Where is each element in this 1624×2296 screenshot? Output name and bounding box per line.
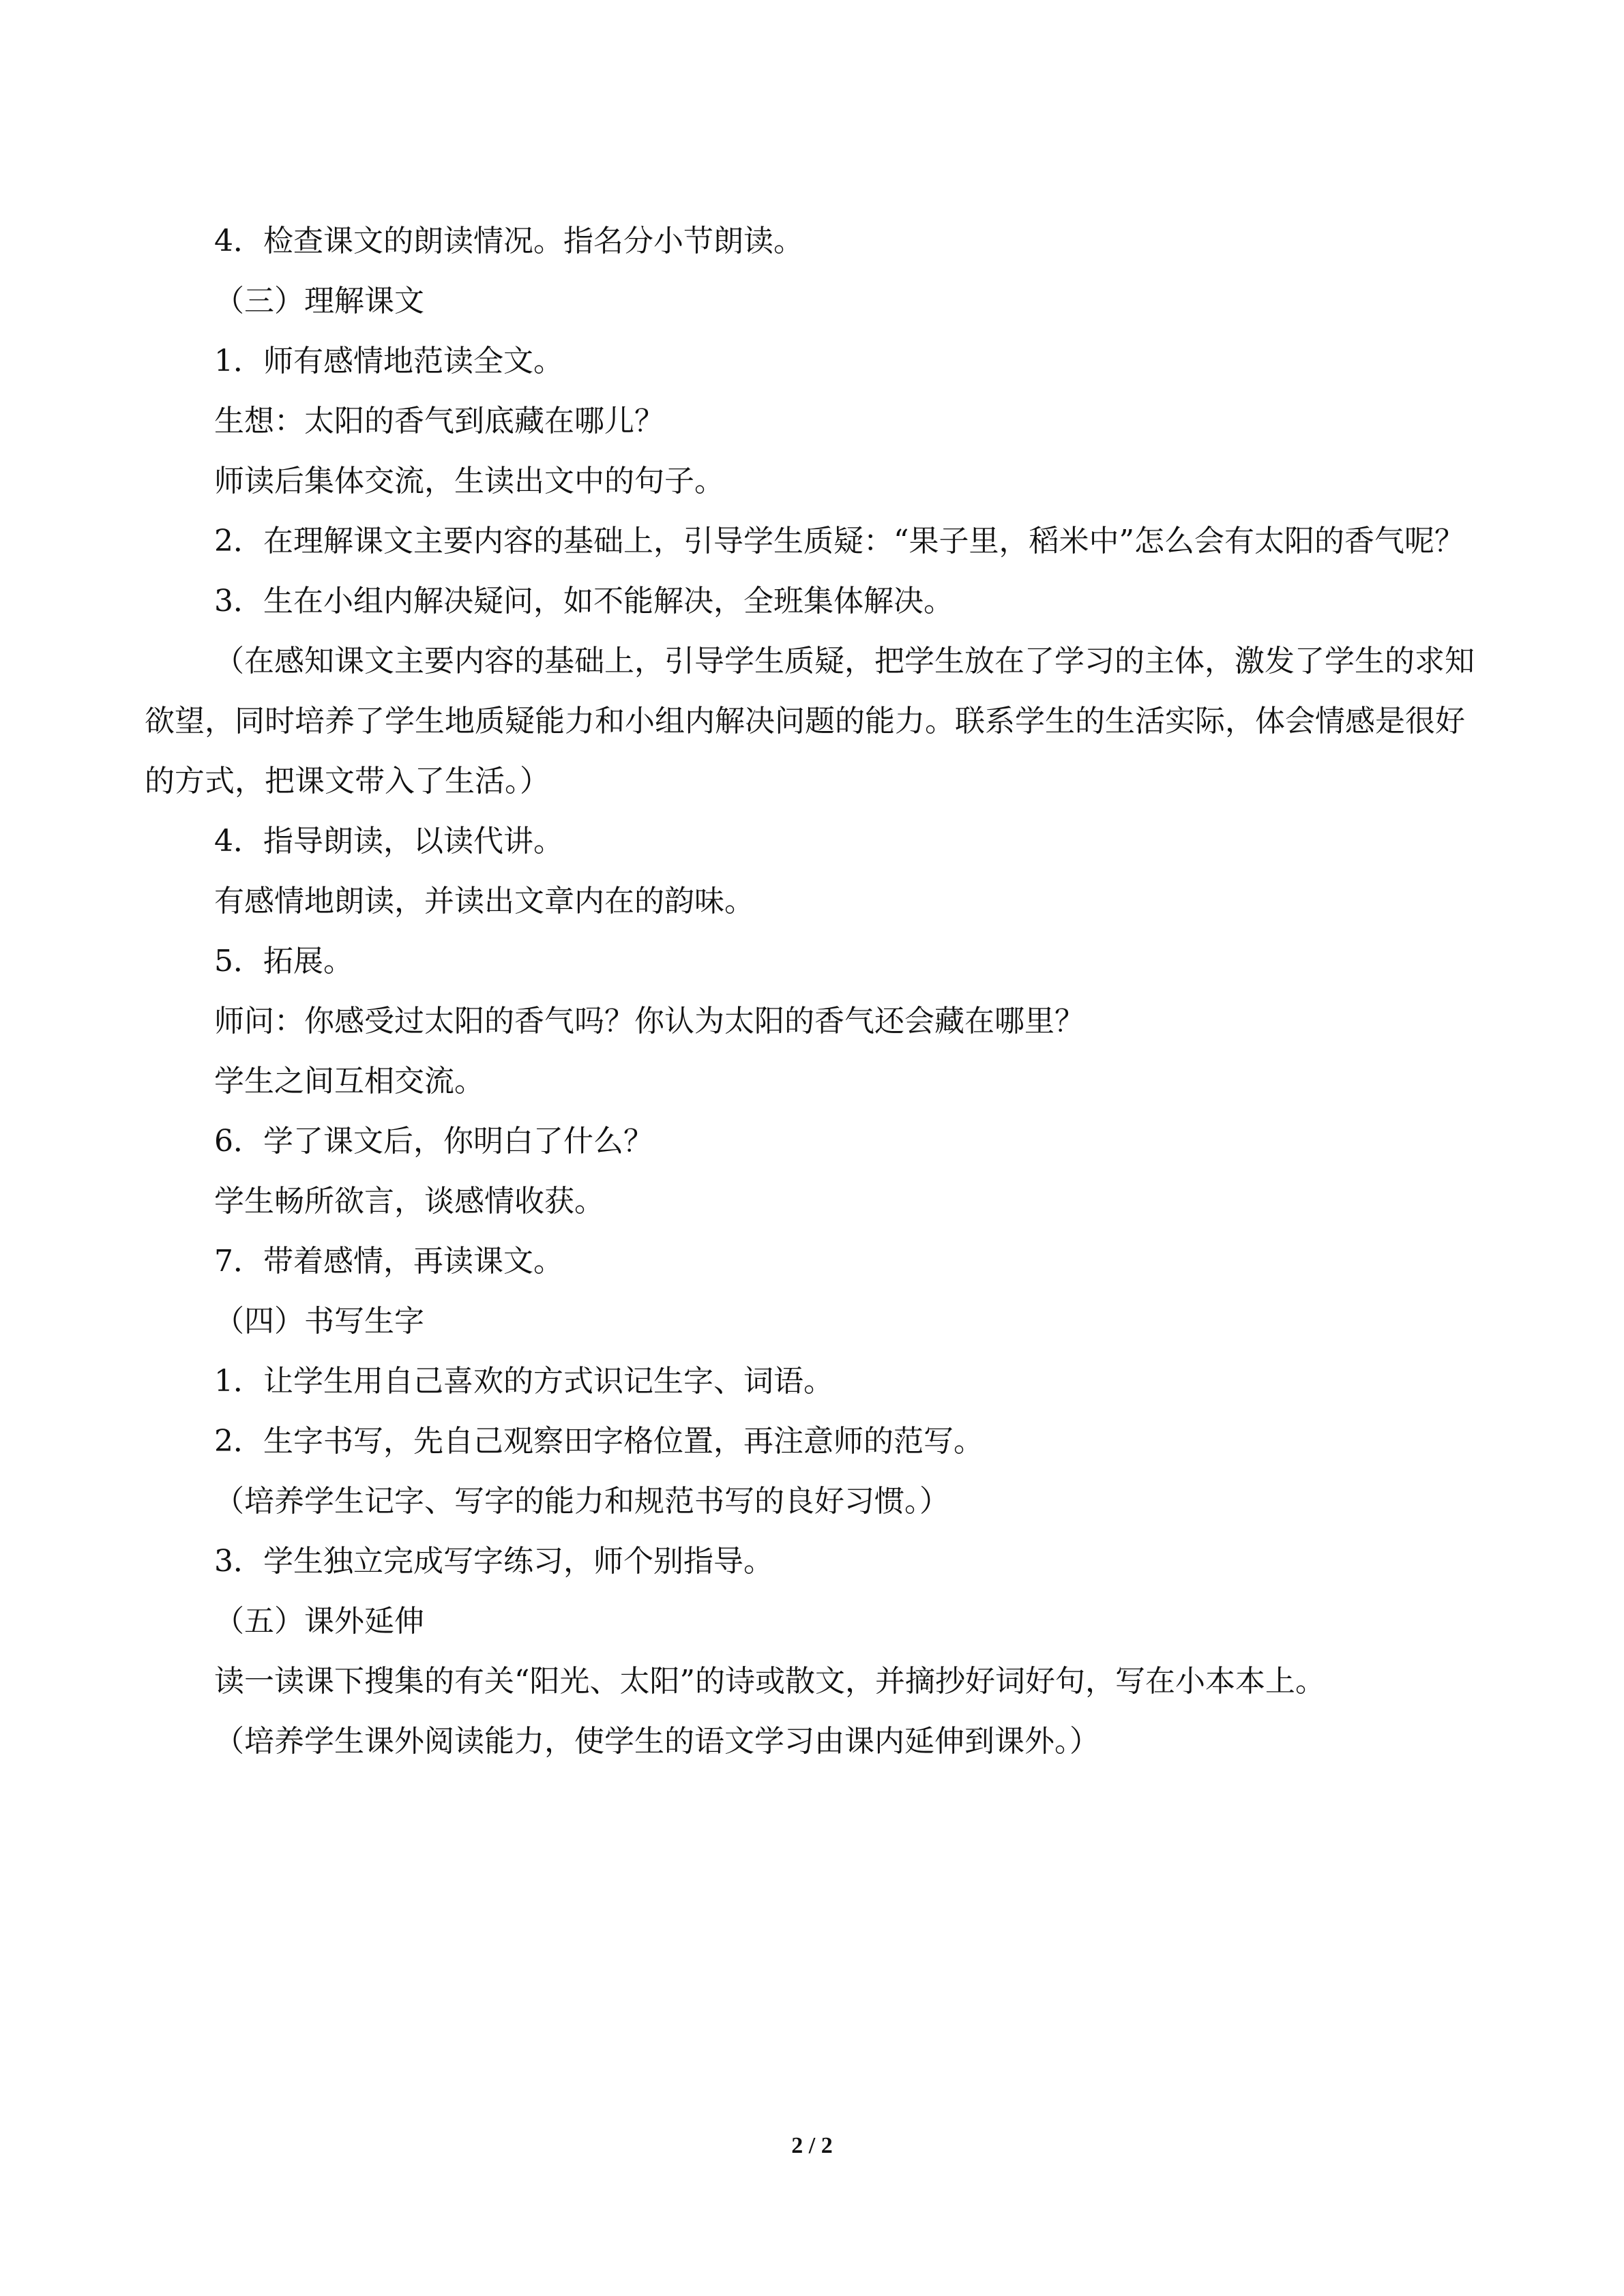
paragraph-independent-practice: 3．学生独立完成写字练习，师个别指导。 bbox=[214, 1544, 773, 1579]
document-body bbox=[145, 211, 1479, 1772]
paragraph-teacher-asks: 师问：你感受过太阳的香气吗？你认为太阳的香气还会藏在哪里？ bbox=[214, 1004, 1084, 1039]
paragraph-write-characters: 2．生字书写，先自己观察田字格位置，再注意师的范写。 bbox=[214, 1424, 984, 1459]
paragraph-read-poems: 读一读课下搜集的有关“阳光、太阳”的诗或散文，并摘抄好词好句，写在小本本上。 bbox=[214, 1664, 1325, 1699]
paragraph-note-reading: （培养学生课外阅读能力，使学生的语文学习由课内延伸到课外。） bbox=[214, 1724, 1099, 1759]
section-heading-understand-text: （三）理解课文 bbox=[214, 284, 424, 318]
paragraph-group-solve: 3．生在小组内解决疑问，如不能解决，全班集体解决。 bbox=[214, 584, 954, 618]
paragraph-read-with-feeling: 有感情地朗读，并读出文章内在的韵味。 bbox=[214, 884, 754, 919]
paragraph-guide-questioning: 2．在理解课文主要内容的基础上，引导学生质疑：“果子里，稻米中”怎么会有太阳的香气呢？ bbox=[214, 524, 1464, 558]
section-heading-write-characters: （四）书写生字 bbox=[214, 1304, 424, 1339]
paragraph-check-reading: 4．检查课文的朗读情况。指名分小节朗读。 bbox=[214, 224, 803, 258]
page-number: 2 / 2 bbox=[791, 2133, 833, 2158]
paragraph-reread: 7．带着感情，再读课文。 bbox=[214, 1244, 563, 1279]
paragraph-note-questioning: （在感知课文主要内容的基础上，引导学生质疑，把学生放在了学习的主体，激发了学生的求知欲望，同时培养了学生地质疑能力和小组内解决问题的能力。联系学生的生活实际，体会情感是很好的方式，把课文带入了生活。） bbox=[145, 644, 1475, 799]
paragraph-student-exchange: 学生之间互相交流。 bbox=[214, 1064, 484, 1099]
paragraph-what-learned: 6．学了课文后，你明白了什么？ bbox=[214, 1124, 653, 1159]
paragraph-students-speak: 学生畅所欲言，谈感情收获。 bbox=[214, 1184, 604, 1219]
paragraph-group-exchange: 师读后集体交流，生读出文中的句子。 bbox=[214, 464, 724, 498]
paragraph-extension: 5．拓展。 bbox=[214, 944, 353, 979]
paragraph-student-question: 生想：太阳的香气到底藏在哪儿？ bbox=[214, 404, 664, 438]
paragraph-teacher-model-reading: 1．师有感情地范读全文。 bbox=[214, 344, 563, 378]
paragraph-memorize-characters: 1．让学生用自己喜欢的方式识记生字、词语。 bbox=[214, 1364, 833, 1399]
section-heading-extracurricular: （五）课外延伸 bbox=[214, 1604, 424, 1639]
paragraph-note-writing: （培养学生记字、写字的能力和规范书写的良好习惯。） bbox=[214, 1484, 949, 1519]
paragraph-guide-reading: 4．指导朗读，以读代讲。 bbox=[214, 824, 563, 859]
